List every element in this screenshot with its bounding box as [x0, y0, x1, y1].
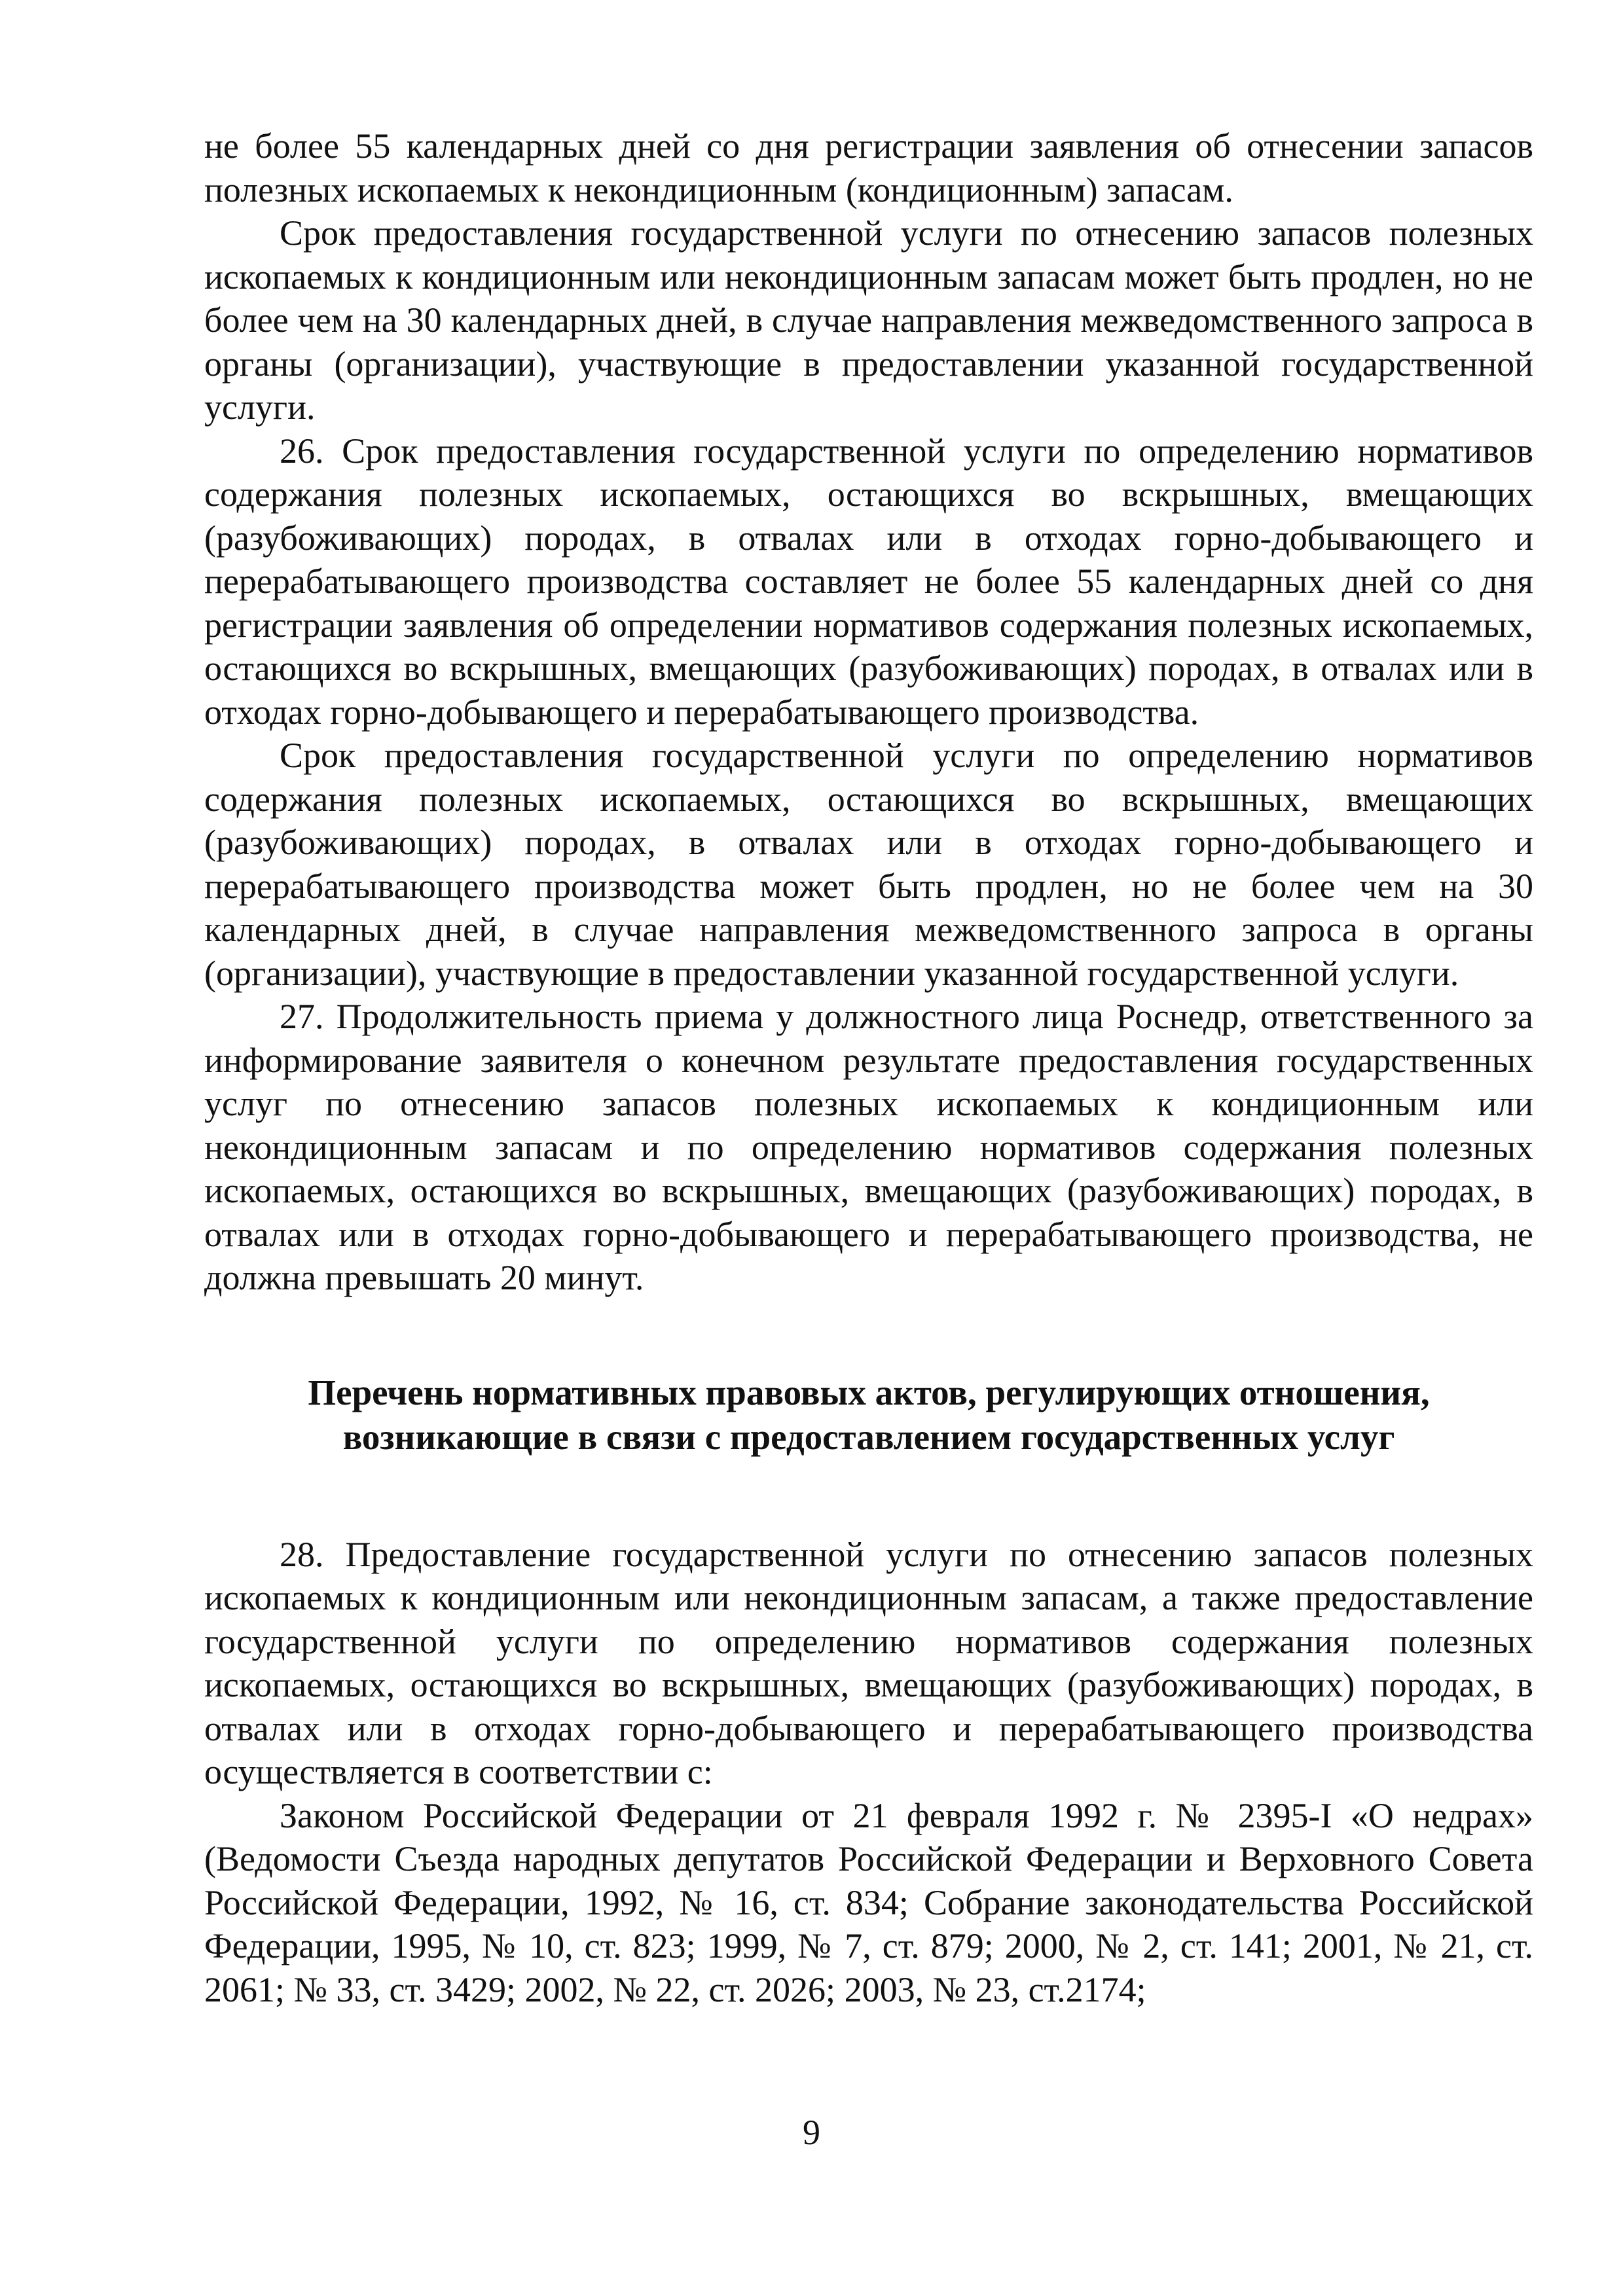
- paragraph-extension-term: Срок предоставления государственной услуги по отнесению запасов полезных ископаемых к кондиционным или некондиционным запасам может быть продлен, но не более чем на 30 календарных дней, в случае направления межведомственного запроса в органы (организации), участвующие в предоставлении указанной государственной услуги.: [204, 213, 1533, 427]
- paragraph-item-27: 27. Продолжительность приема у должностного лица Роснедр, ответственного за информирование заявителя о конечном результате предоставления государственных услуг по отнесению запасов полезных ископаемых к кондиционным или некондиционным запасам и по определению нормативов содержания полезных ископаемых, остающихся во вскрышных, вмещающих (разубоживающих) породах, в отвалах или в отходах горно-добывающего и перерабатывающего производства, не должна превышать 20 минут.: [204, 997, 1533, 1297]
- section-heading: [204, 1371, 1533, 1460]
- page-number: 9: [803, 2113, 820, 2152]
- paragraph-law-reference: Законом Российской Федерации от 21 февраля 1992 г. № 2395-I «О недрах» (Ведомости Съезда народных депутатов Российской Федерации и Верховного Совета Российской Федерации, 1992, № 16, ст. 834; Собрание законодательства Российской Федерации, 1995, № 10, ст. 823; 1999, № 7, ст. 879; 2000, № 2, ст. 141; 2001, № 21, ст. 2061; № 33, ст. 3429; 2002, № 22, ст. 2026; 2003, № 23, ст.2174;: [204, 1795, 1533, 2009]
- paragraph-item-28: 28. Предоставление государственной услуги по отнесению запасов полезных ископаемых к кондиционным или некондиционным запасам, а также предоставление государственной услуги по определению нормативов содержания полезных ископаемых, остающихся во вскрышных, вмещающих (разубоживающих) породах, в отвалах или в отходах горно-добывающего и перерабатывающего производства осуществляется в соответствии с:: [204, 1534, 1533, 1791]
- paragraph-item-26-extension: Срок предоставления государственной услуги по определению нормативов содержания полезных ископаемых, остающихся во вскрышных, вмещающих (разубоживающих) породах, в отвалах или в отходах горно-добывающего и перерабатывающего производства может быть продлен, но не более чем на 30 календарных дней, в случае направления межведомственного запроса в органы (организации), участвующие в предоставлении указанной государственной услуги.: [204, 736, 1533, 993]
- paragraph-continuation: не более 55 календарных дней со дня регистрации заявления об отнесении запасов полезных ископаемых к некондиционным (кондиционным) запасам.: [204, 126, 1533, 209]
- paragraph-item-26: 26. Срок предоставления государственной услуги по определению нормативов содержания полезных ископаемых, остающихся во вскрышных, вмещающих (разубоживающих) породах, в отвалах или в отходах горно-добывающего и перерабатывающего производства составляет не более 55 календарных дней со дня регистрации заявления об определении нормативов содержания полезных ископаемых, остающихся во вскрышных, вмещающих (разубоживающих) породах, в отвалах или в отходах горно-добывающего и перерабатывающего производства.: [204, 431, 1533, 732]
- section-heading-line-2: возникающие в связи с предоставлением государственных услуг: [342, 1416, 1395, 1457]
- document-page: [204, 124, 1533, 2011]
- section-heading-line-1: Перечень нормативных правовых актов, регулирующих отношения,: [308, 1372, 1430, 1412]
